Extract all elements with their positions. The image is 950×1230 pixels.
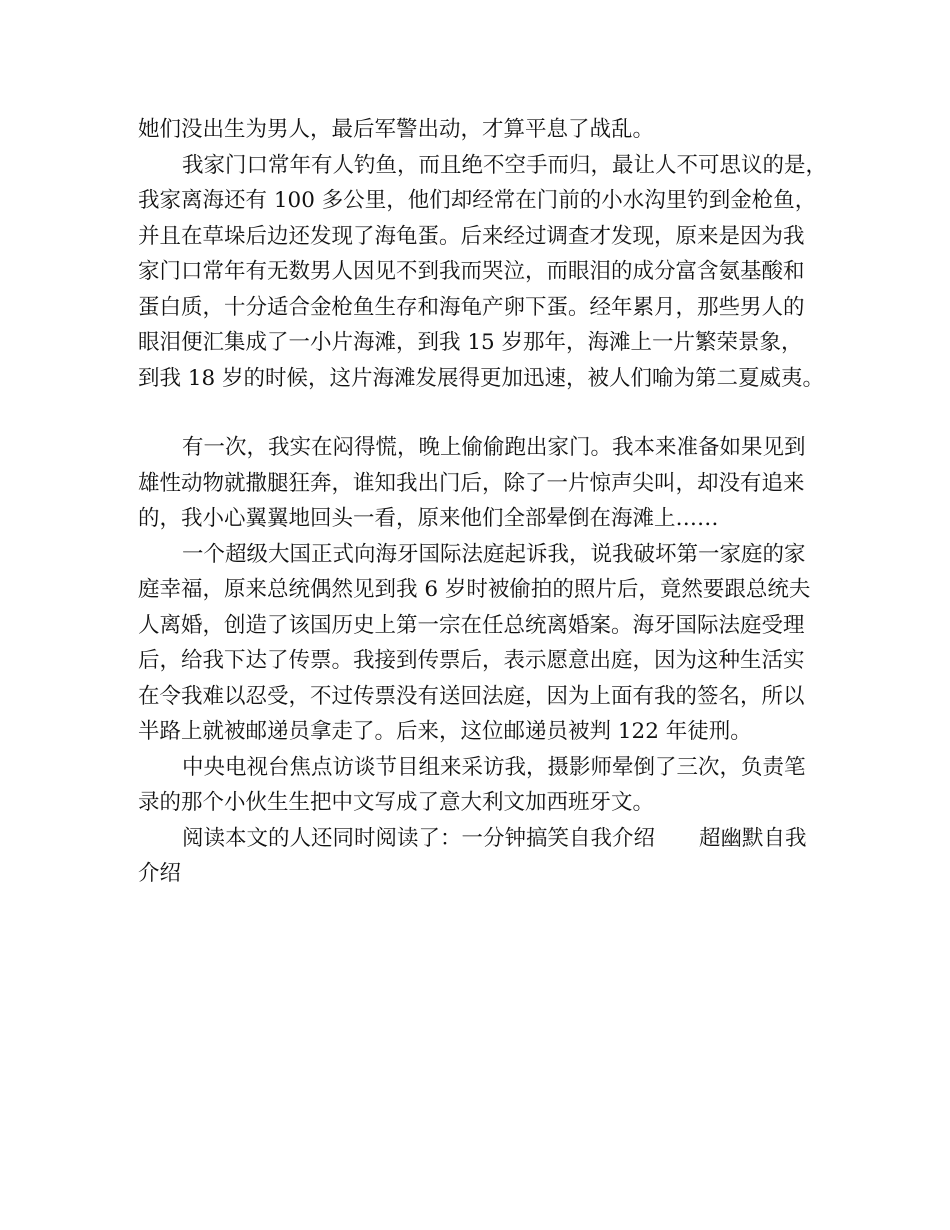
- related-link-continuation: [138, 856, 828, 892]
- text-line: 有一次，我实在闷得慌，晚上偷偷跑出家门。我本来准备如果见到: [182, 435, 806, 460]
- text-line: 庭幸福，原来总统偶然见到我 6 岁时被偷拍的照片后，竟然要跟总统夫: [138, 577, 811, 602]
- related-prefix: 阅读本文的人还同时阅读了：: [182, 825, 462, 851]
- article-paragraphs: [138, 112, 828, 821]
- text-line: 她们没出生为男人，最后军警出动，才算平息了战乱。: [138, 117, 655, 142]
- article-body: [138, 112, 828, 892]
- text-line: 的，我小心翼翼地回头一看，原来他们全部晕倒在海滩上……: [138, 506, 719, 531]
- text-line: 一个超级大国正式向海牙国际法庭起诉我，说我破坏第一家庭的家: [182, 541, 806, 567]
- paragraph: [138, 537, 828, 750]
- text-line: 中央电视台焦点访谈节目组来采访我，摄影师晕倒了三次，负责笔: [182, 754, 806, 780]
- related-link-humorous-intro-cont[interactable]: 介绍: [138, 861, 182, 886]
- text-line: 半路上就被邮递员拿走了。后来，这位邮递员被判 122 年徒刑。: [138, 719, 752, 744]
- text-line: 我家门口常年有人钓鱼，而且绝不空手而归，最让人不可思议的是，: [182, 152, 828, 178]
- related-reading: [138, 821, 828, 857]
- paragraph: [138, 430, 828, 537]
- paragraph: [138, 112, 828, 148]
- text-line: 在令我难以忍受，不过传票没有送回法庭，因为上面有我的签名，所以: [138, 683, 805, 709]
- text-line: 我家离海还有 100 多公里，他们却经常在门前的小水沟里钓到金枪鱼，: [138, 188, 817, 213]
- related-link-humorous-intro[interactable]: 超幽默自我: [699, 825, 807, 851]
- text-line: 人离婚，创造了该国历史上第一宗在任总统离婚案。海牙国际法庭受理: [138, 612, 805, 638]
- text-line: 后，给我下达了传票。我接到传票后，表示愿意出庭，因为这种生活实: [138, 648, 805, 673]
- text-line: 雄性动物就撒腿狂奔，谁知我出门后，除了一片惊声尖叫，却没有追来: [138, 470, 805, 496]
- text-line: 并且在草垛后边还发现了海龟蛋。后来经过调查才发现，原来是因为我: [138, 223, 805, 249]
- text-line: 到我 18 岁的时候，这片海滩发展得更加迅速，被人们喻为第二夏威夷。: [138, 365, 825, 391]
- paragraph: [138, 750, 828, 821]
- paragraph: [138, 148, 828, 397]
- text-line: 家门口常年有无数男人因见不到我而哭泣，而眼泪的成分富含氨基酸和: [138, 259, 805, 284]
- text-line: 眼泪便汇集成了一小片海滩，到我 15 岁那年，海滩上一片繁荣景象，: [138, 330, 803, 355]
- paragraph-gap: [138, 396, 828, 430]
- text-line: 录的那个小伙生生把中文写成了意大利文加西班牙文。: [138, 790, 655, 815]
- text-line: 蛋白质，十分适合金枪鱼生存和海龟产卵下蛋。经年累月，那些男人的: [138, 294, 805, 320]
- related-link-self-intro-funny[interactable]: 一分钟搞笑自我介绍: [461, 825, 656, 851]
